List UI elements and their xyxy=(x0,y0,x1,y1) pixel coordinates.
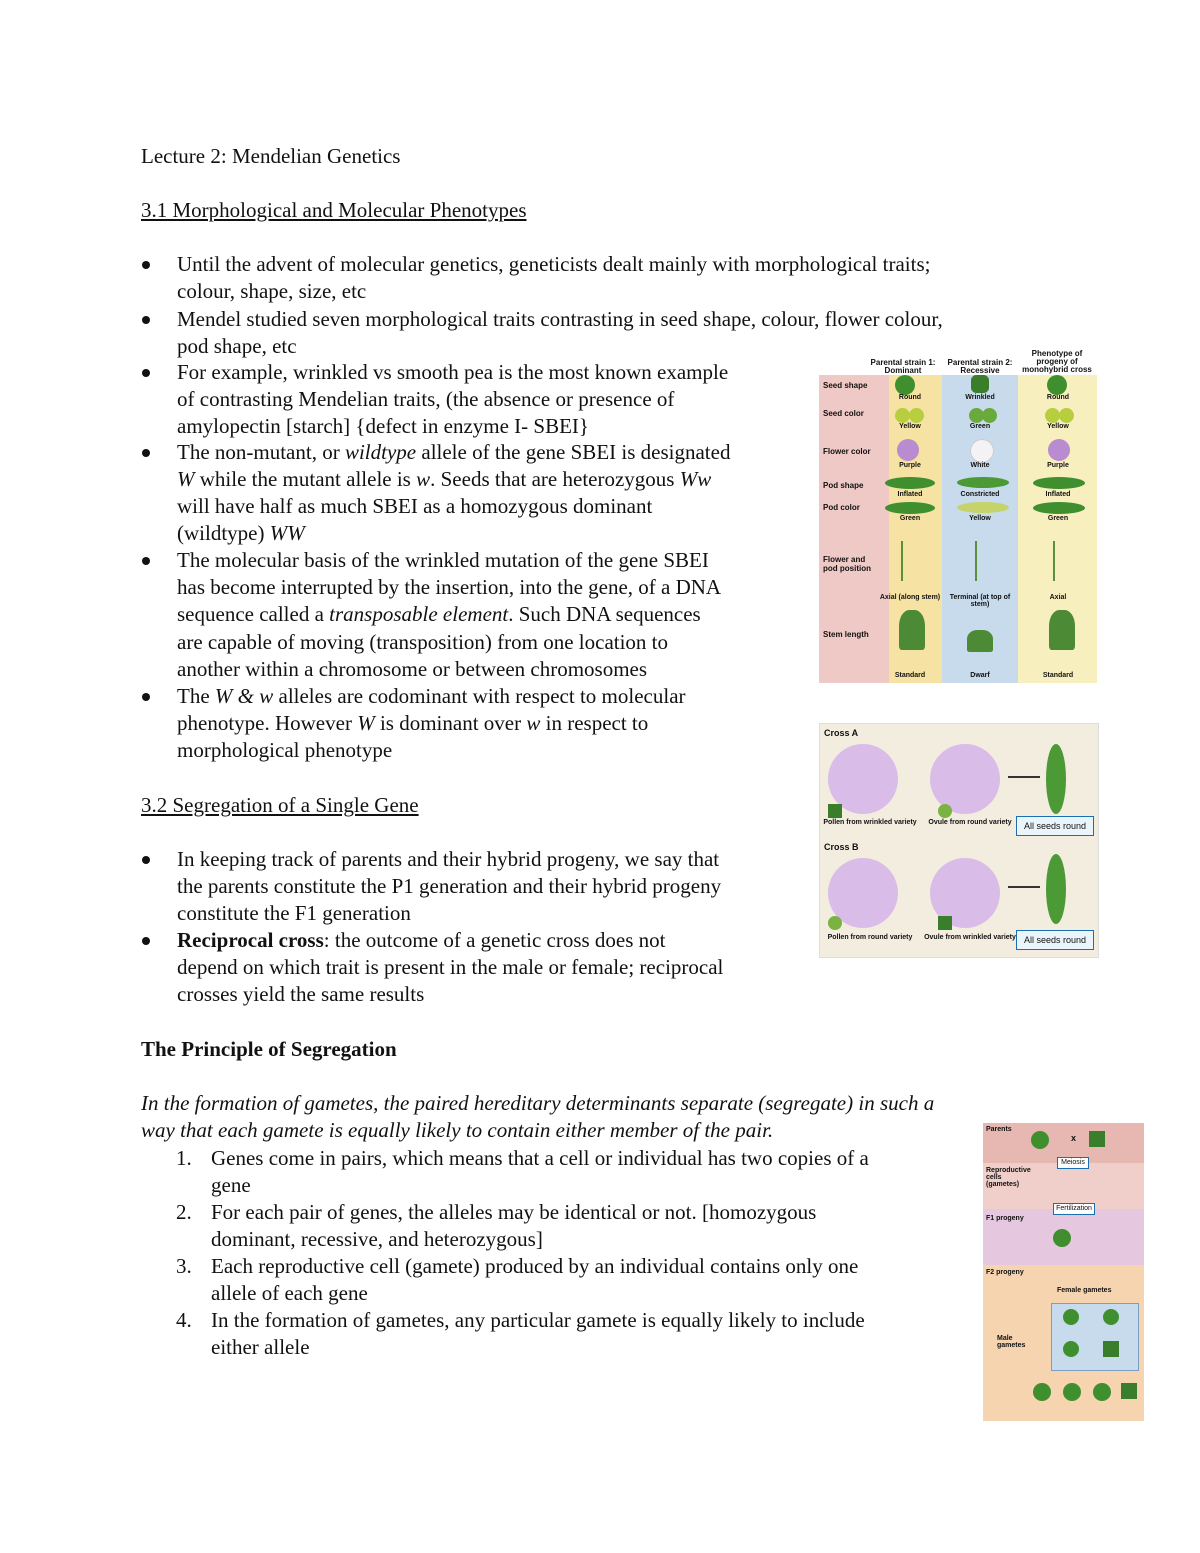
trait-label: Dwarf xyxy=(970,672,990,679)
trait-label: Wrinkled xyxy=(965,394,995,401)
green-pea-icon xyxy=(982,408,997,423)
round-pea-icon xyxy=(1103,1309,1119,1325)
row-label: Flower and pod position xyxy=(823,555,871,573)
result-box: All seeds round xyxy=(1016,930,1094,950)
axial-plant-icon xyxy=(901,541,925,581)
wrinkled-pea-icon xyxy=(938,916,952,930)
parents-label: Parents xyxy=(986,1126,1012,1133)
list-item: allele of each gene xyxy=(211,1281,368,1305)
trait-label: Yellow xyxy=(969,515,991,522)
figure-seven-traits xyxy=(819,345,1097,683)
arrow-icon xyxy=(1008,776,1040,778)
fertilization-box: Fertilization xyxy=(1053,1203,1095,1215)
row-label: Seed shape xyxy=(823,381,868,390)
list-number: 2. xyxy=(176,1200,192,1224)
wrinkled-pea-icon xyxy=(1103,1341,1119,1357)
f2-label: F2 progeny xyxy=(986,1269,1024,1276)
cross-symbol: x xyxy=(1071,1133,1077,1143)
pea-pod-icon xyxy=(1046,744,1066,814)
list-item: dominant, recessive, and heterozygous] xyxy=(211,1227,543,1251)
bullet-text: amylopectin [starch] {defect in enzyme I- SBEI} xyxy=(177,414,590,438)
trait-label: Round xyxy=(898,394,922,401)
bullet-text: crosses yield the same results xyxy=(177,982,425,1006)
yellow-pea-icon xyxy=(909,408,924,423)
pollen-label: Pollen from wrinkled variety xyxy=(823,819,917,826)
header-recessive: Parental strain 2: Recessive xyxy=(947,358,1013,375)
list-number: 3. xyxy=(176,1254,192,1278)
round-pea-icon xyxy=(1047,375,1067,395)
trait-label: Yellow xyxy=(1047,423,1069,430)
gametes-label: Reproductive cells (gametes) xyxy=(986,1167,1031,1188)
axial-plant-icon xyxy=(1053,541,1075,581)
section-heading-3-1: 3.1 Morphological and Molecular Phenotypes xyxy=(141,198,527,222)
figure-segregation xyxy=(983,1123,1144,1421)
inflated-pod-icon xyxy=(1033,477,1085,489)
pea-pod-icon xyxy=(1046,854,1066,924)
trait-label: Standard xyxy=(1042,672,1074,679)
row-label: Seed color xyxy=(823,409,864,418)
terminal-plant-icon xyxy=(975,541,993,581)
yellow-pea-icon xyxy=(1045,408,1060,423)
bullet-text: pod shape, etc xyxy=(177,334,297,358)
list-number: 1. xyxy=(176,1146,192,1170)
bullet-text: the parents constitute the P1 generation and their hybrid progeny xyxy=(177,874,722,898)
trait-label: Inflated xyxy=(897,491,923,498)
row-label: Flower color xyxy=(823,447,871,456)
trait-label: Standard xyxy=(894,672,926,679)
cross-b-label: Cross B xyxy=(824,842,859,852)
green-pod-icon xyxy=(885,502,935,514)
bullet xyxy=(142,856,150,864)
ovule-label: Ovule from round variety xyxy=(928,819,1012,826)
arrow-icon xyxy=(1008,886,1040,888)
bullet xyxy=(142,369,150,377)
trait-label: White xyxy=(970,462,990,469)
list-item: gene xyxy=(211,1173,251,1197)
bullet-text: depend on which trait is present in the male or female; reciprocal xyxy=(177,955,724,979)
list-item: In the formation of gametes, any particular gamete is equally likely to include xyxy=(211,1308,865,1332)
bullet xyxy=(142,937,150,945)
principle-statement: In the formation of gametes, the paired hereditary determinants separate (segregate) in such a xyxy=(141,1091,935,1115)
trait-label: Green xyxy=(1047,515,1069,522)
bullet-text: In keeping track of parents and their hybrid progeny, we say that xyxy=(177,847,720,871)
green-pod-icon xyxy=(1033,502,1085,514)
trait-label: Axial (along stem) xyxy=(879,594,941,601)
row-label: Stem length xyxy=(823,630,869,639)
bullet xyxy=(142,449,150,457)
bullet-text: sequence called a transposable element. Such DNA sequences xyxy=(177,602,701,626)
trait-label: Axial xyxy=(1049,594,1067,601)
round-pea-icon xyxy=(1063,1341,1079,1357)
dwarf-plant-icon xyxy=(967,630,993,652)
bullet xyxy=(142,261,150,269)
f1-label: F1 progeny xyxy=(986,1215,1024,1222)
wrinkled-pea-icon xyxy=(971,375,989,393)
round-pea-icon xyxy=(1031,1131,1049,1149)
figure-reciprocal-cross xyxy=(819,723,1099,958)
trait-label: Constricted xyxy=(960,491,1000,498)
standard-plant-icon xyxy=(1049,610,1075,650)
list-item: Genes come in pairs, which means that a cell or individual has two copies of a xyxy=(211,1146,869,1170)
bullet-text: W while the mutant allele is w. Seeds that are heterozygous Ww xyxy=(177,467,712,491)
yellow-pea-icon xyxy=(1059,408,1074,423)
list-item: either allele xyxy=(211,1335,310,1359)
list-number: 4. xyxy=(176,1308,192,1332)
wrinkled-pea-icon xyxy=(828,804,842,818)
trait-label: Round xyxy=(1046,394,1070,401)
trait-label: Purple xyxy=(899,462,921,469)
round-pea-icon xyxy=(1033,1383,1051,1401)
bullet-text: phenotype. However W is dominant over w in respect to xyxy=(177,711,649,735)
yellow-pod-icon xyxy=(957,502,1009,513)
bullet-text: Until the advent of molecular genetics, geneticists dealt mainly with morphological traits; xyxy=(177,252,931,276)
list-item: For each pair of genes, the alleles may be identical or not. [homozygous xyxy=(211,1200,817,1224)
round-pea-icon xyxy=(1063,1309,1079,1325)
trait-label: Green xyxy=(899,515,921,522)
bullet-text: (wildtype) WW xyxy=(177,521,305,545)
page-title: Lecture 2: Mendelian Genetics xyxy=(141,144,401,168)
bullet-text: The W & w alleles are codominant with respect to molecular xyxy=(177,684,686,708)
bullet-text: Mendel studied seven morphological traits contrasting in seed shape, colour, flower colour, xyxy=(177,307,943,331)
trait-label: Terminal (at top of stem) xyxy=(949,594,1011,608)
bullet-text: For example, wrinkled vs smooth pea is the most known example xyxy=(177,360,729,384)
pollen-label: Pollen from round variety xyxy=(827,934,913,941)
flower-icon xyxy=(930,744,1000,814)
row-label: Pod color xyxy=(823,503,860,512)
round-pea-icon xyxy=(1093,1383,1111,1401)
bullet-text: of contrasting Mendelian traits, (the absence or presence of xyxy=(177,387,675,411)
round-pea-icon xyxy=(828,916,842,930)
bullet-text: The molecular basis of the wrinkled mutation of the gene SBEI xyxy=(177,548,709,572)
bullet-text: morphological phenotype xyxy=(177,738,393,762)
ovule-label: Ovule from wrinkled variety xyxy=(924,934,1016,941)
white-flower-icon xyxy=(970,439,994,463)
round-pea-icon xyxy=(938,804,952,818)
cross-a-label: Cross A xyxy=(824,728,859,738)
bullet-text: colour, shape, size, etc xyxy=(177,279,367,303)
meiosis-box: Meiosis xyxy=(1057,1157,1089,1169)
male-gametes-label: Male gametes xyxy=(997,1335,1026,1349)
result-box: All seeds round xyxy=(1016,816,1094,836)
inflated-pod-icon xyxy=(885,477,935,489)
trait-label: Purple xyxy=(1047,462,1069,469)
trait-label: Green xyxy=(969,423,991,430)
standard-plant-icon xyxy=(899,610,925,650)
round-pea-icon xyxy=(1063,1383,1081,1401)
bullet xyxy=(142,693,150,701)
bullet-text: constitute the F1 generation xyxy=(177,901,411,925)
bullet xyxy=(142,557,150,565)
female-gametes-label: Female gametes xyxy=(1057,1287,1112,1294)
bullet-text: has become interrupted by the insertion, into the gene, of a DNA xyxy=(177,575,722,599)
principle-statement: way that each gamete is equally likely to contain either member of the pair. xyxy=(141,1118,774,1142)
bullet xyxy=(142,316,150,324)
section-heading-3-2: 3.2 Segregation of a Single Gene xyxy=(141,793,419,817)
trait-label: Inflated xyxy=(1045,491,1071,498)
principle-heading: The Principle of Segregation xyxy=(141,1037,397,1061)
yellow-pea-icon xyxy=(895,408,910,423)
bullet-text: will have half as much SBEI as a homozygous dominant xyxy=(177,494,653,518)
wrinkled-pea-icon xyxy=(1121,1383,1137,1399)
purple-flower-icon xyxy=(1048,439,1070,461)
row-label: Pod shape xyxy=(823,481,864,490)
list-item: Each reproductive cell (gamete) produced by an individual contains only one xyxy=(211,1254,859,1278)
trait-label: Yellow xyxy=(899,423,921,430)
header-dominant: Parental strain 1: Dominant xyxy=(870,358,936,375)
header-progeny: Phenotype of progeny of monohybrid cross xyxy=(1022,349,1092,374)
bullet-text: another within a chromosome or between chromosomes xyxy=(177,657,648,681)
purple-flower-icon xyxy=(897,439,919,461)
bullet-text: The non-mutant, or wildtype allele of the gene SBEI is designated xyxy=(177,440,731,464)
bullet-text: Reciprocal cross: the outcome of a genetic cross does not xyxy=(177,928,666,952)
wrinkled-pea-icon xyxy=(1089,1131,1105,1147)
round-pea-icon xyxy=(1053,1229,1071,1247)
bullet-text: are capable of moving (transposition) from one location to xyxy=(177,630,669,654)
constricted-pod-icon xyxy=(957,477,1009,488)
round-pea-icon xyxy=(895,375,915,395)
